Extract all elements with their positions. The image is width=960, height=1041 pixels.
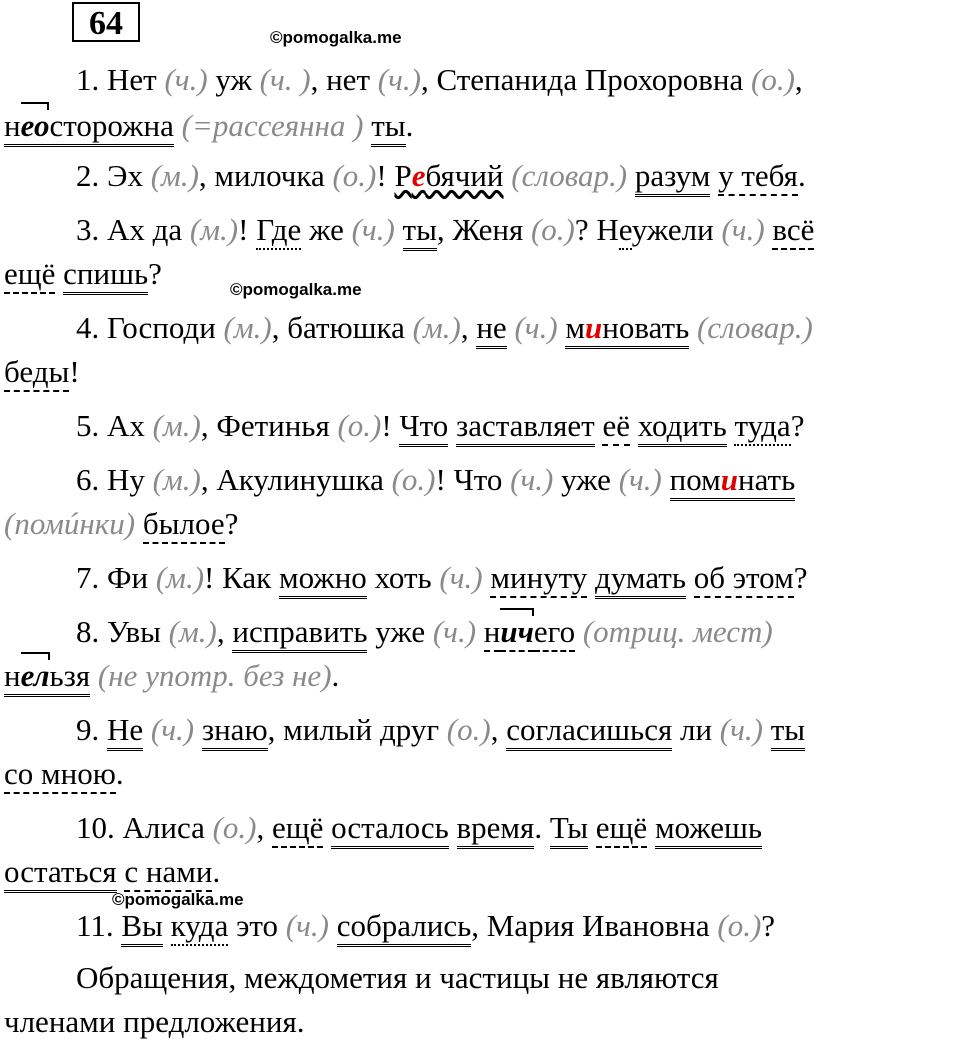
annotation: (ч.)	[432, 614, 477, 649]
word-segment	[686, 560, 694, 595]
word-segment: новать	[602, 310, 689, 349]
word-segment: 2. Эх	[76, 158, 151, 193]
word-segment: .	[534, 810, 550, 845]
word-segment: ты	[371, 108, 405, 147]
word-segment: не	[476, 310, 506, 349]
word-segment: Ты	[550, 810, 588, 849]
text-line-c2	[4, 1004, 305, 1040]
annotation: (помúнки)	[4, 506, 136, 541]
word-segment: хоть	[366, 560, 440, 595]
word-segment: 5. Ах	[76, 408, 153, 443]
word-segment	[90, 658, 98, 693]
word-segment: спишь	[63, 256, 148, 295]
word-segment: ео	[21, 108, 50, 147]
word-segment: ьзя	[50, 658, 91, 697]
text-line-l1b	[4, 108, 413, 144]
word-segment: ,	[794, 62, 803, 97]
word-segment: пом	[670, 462, 721, 501]
word-segment: сторожна	[49, 108, 173, 147]
word-segment: ещё	[272, 810, 323, 848]
annotation: (ч.)	[719, 712, 763, 747]
annotation: (о.)	[337, 408, 382, 443]
word-segment: , нет	[310, 62, 378, 97]
word-segment: остаться	[4, 854, 117, 893]
text-line-c1	[76, 960, 719, 996]
annotation: (о.)	[717, 908, 762, 943]
word-segment: нать	[738, 462, 795, 501]
word-segment: ты	[771, 712, 805, 751]
annotation: (ч.)	[721, 212, 765, 247]
word-segment: согласишься	[506, 712, 672, 751]
word-segment: 11.	[76, 908, 122, 943]
word-segment	[476, 614, 484, 649]
word-segment: и	[585, 310, 602, 349]
word-segment: !	[381, 408, 400, 443]
word-segment: 1. Нет	[76, 62, 165, 97]
text-line-l5	[76, 408, 804, 444]
word-segment: ,	[256, 810, 272, 845]
word-segment: ?	[790, 408, 805, 443]
word-segment: ещё	[4, 256, 55, 294]
word-segment	[329, 908, 337, 943]
annotation: (ч.)	[439, 560, 483, 595]
word-segment	[587, 560, 595, 595]
word-segment: ич	[500, 614, 534, 652]
word-segment: уже	[367, 614, 433, 649]
word-segment: 7. Фи	[76, 560, 156, 595]
text-line-l10b	[4, 854, 220, 890]
word-segment: .	[405, 108, 414, 143]
word-segment: бячий	[425, 158, 504, 193]
annotation: (словар.)	[511, 158, 628, 193]
annotation: (м.)	[223, 310, 272, 345]
annotation: (ч.)	[510, 462, 554, 497]
word-segment: , милый друг	[267, 712, 447, 747]
word-segment: 9.	[76, 712, 107, 747]
word-segment: е	[411, 158, 426, 193]
word-segment: ужели	[631, 212, 722, 247]
annotation: (словар.)	[696, 310, 813, 345]
word-segment	[55, 256, 63, 291]
text-line-l6b	[4, 506, 238, 542]
word-segment	[194, 712, 202, 747]
word-segment: со мною	[4, 756, 116, 794]
watermark-bottom: ©pomogalka.me	[112, 890, 244, 909]
text-line-l8b	[4, 658, 339, 694]
word-segment: , Акулинушка	[200, 462, 392, 497]
word-segment: разум	[635, 158, 711, 197]
word-segment: ли	[672, 712, 720, 747]
word-segment: .	[212, 854, 221, 889]
word-segment: ? Н	[574, 212, 619, 247]
word-segment	[449, 810, 457, 845]
word-segment	[630, 408, 638, 443]
annotation: (м.)	[152, 462, 201, 497]
word-segment: у тебя	[718, 158, 798, 196]
word-segment: ,	[490, 712, 507, 747]
text-line-l6a	[76, 462, 795, 498]
word-segment: её	[602, 408, 630, 446]
word-segment: беды	[4, 354, 69, 392]
word-segment: ?	[793, 560, 808, 595]
word-segment: Р	[394, 158, 412, 193]
word-segment: былое	[143, 506, 225, 544]
word-segment: Вы	[121, 908, 163, 947]
annotation: (о.)	[212, 810, 257, 845]
word-segment: ,	[460, 310, 477, 345]
word-segment: ! Что	[435, 462, 511, 497]
annotation: (о.)	[751, 62, 795, 97]
word-segment: ходить	[638, 408, 727, 447]
text-line-l4b	[4, 354, 80, 390]
word-segment: можешь	[655, 810, 762, 849]
text-line-l3a	[76, 212, 814, 248]
word-segment: м	[565, 310, 585, 349]
word-segment: собрались	[337, 908, 472, 947]
text-line-l10a	[76, 810, 762, 846]
word-segment: куда	[171, 908, 229, 946]
word-segment: его	[534, 614, 575, 652]
word-segment: думать	[595, 560, 686, 599]
word-segment: Обращения, междометия и частицы не являются	[76, 960, 719, 995]
word-segment: с нами	[124, 854, 212, 892]
word-segment: Где	[256, 212, 301, 250]
word-segment	[689, 310, 697, 345]
word-segment: , батюшка	[271, 310, 413, 345]
word-segment: ты	[403, 212, 437, 251]
annotation: (=рассеянна )	[181, 108, 364, 143]
word-segment: об этом	[694, 560, 794, 598]
text-line-l11	[76, 908, 775, 944]
word-segment: , Степанида Прохоровна	[420, 62, 751, 97]
word-segment	[575, 614, 583, 649]
word-segment: и	[721, 462, 738, 501]
annotation: (отриц. мест)	[582, 614, 773, 649]
word-segment: е	[619, 212, 632, 250]
word-segment: ?	[224, 506, 239, 541]
word-segment: .	[331, 658, 340, 693]
word-segment	[763, 712, 771, 747]
word-segment: Не	[107, 712, 143, 751]
exercise-number: 64	[72, 2, 140, 42]
annotation: (м.)	[155, 560, 205, 595]
word-segment	[395, 212, 403, 247]
word-segment	[448, 408, 456, 443]
word-segment: осталось	[331, 810, 449, 849]
word-segment: н	[4, 658, 21, 697]
word-segment: знаю	[202, 712, 268, 751]
word-segment: ещё	[596, 810, 647, 848]
annotation: (м.)	[189, 212, 239, 247]
word-segment	[627, 158, 635, 193]
word-segment: н	[484, 614, 501, 652]
word-segment: можно	[279, 560, 367, 599]
word-segment: ,	[216, 614, 233, 649]
text-line-l9a	[76, 712, 805, 748]
word-segment: , Женя	[436, 212, 531, 247]
annotation: (о.)	[530, 212, 575, 247]
text-line-l3b	[4, 256, 162, 292]
text-line-l4a	[76, 310, 813, 346]
annotation: (не употр. без не)	[97, 658, 332, 693]
annotation: (ч.)	[150, 712, 195, 747]
annotation: (ч.)	[164, 62, 208, 97]
annotation: (ч. )	[259, 62, 311, 97]
word-segment: 6. Ну	[76, 462, 153, 497]
word-segment: !	[69, 354, 80, 389]
word-segment: ел	[21, 658, 50, 697]
word-segment: 3. Ах да	[76, 212, 190, 247]
word-segment: .	[797, 158, 806, 193]
word-segment: уж	[207, 62, 260, 97]
word-segment: н	[4, 108, 21, 147]
word-segment	[323, 810, 331, 845]
word-segment	[647, 810, 655, 845]
word-segment	[710, 158, 718, 193]
word-segment: 8. Увы	[76, 614, 169, 649]
word-segment	[143, 712, 151, 747]
text-line-l1a	[76, 62, 803, 98]
word-segment: !	[238, 212, 257, 247]
word-segment	[135, 506, 143, 541]
text-line-l9b	[4, 756, 124, 792]
word-segment: 10. Алиса	[76, 810, 213, 845]
word-segment: туда	[734, 408, 790, 446]
annotation: (м.)	[168, 614, 217, 649]
annotation: (м.)	[152, 408, 201, 443]
text-line-l8a	[76, 614, 773, 650]
word-segment: , милочка	[198, 158, 333, 193]
word-segment: .	[115, 756, 124, 791]
word-segment: ?	[761, 908, 776, 943]
word-segment: заставляет	[456, 408, 595, 447]
word-segment: исправить	[232, 614, 367, 653]
annotation: (ч.)	[618, 462, 662, 497]
word-segment: 4. Господи	[76, 310, 224, 345]
annotation: (м.)	[150, 158, 199, 193]
word-segment: же	[301, 212, 352, 247]
word-segment	[662, 462, 670, 497]
word-segment: всё	[772, 212, 814, 250]
word-segment	[174, 108, 182, 143]
word-segment: минуту	[490, 560, 587, 598]
word-segment: ?	[148, 256, 162, 291]
watermark-middle: ©pomogalka.me	[230, 280, 362, 299]
annotation: (ч.)	[514, 310, 558, 345]
word-segment: , Фетинья	[200, 408, 338, 443]
word-segment: ! Как	[204, 560, 279, 595]
annotation: (о.)	[332, 158, 377, 193]
annotation: (ч.)	[377, 62, 421, 97]
watermark-top: ©pomogalka.me	[270, 28, 402, 47]
word-segment: , Мария Ивановна	[471, 908, 718, 943]
text-line-l7	[76, 560, 807, 596]
word-segment: !	[376, 158, 395, 193]
annotation: (ч.)	[351, 212, 395, 247]
word-segment: членами предложения.	[4, 1004, 305, 1039]
annotation: (ч.)	[285, 908, 329, 943]
word-segment: Что	[399, 408, 448, 447]
word-segment	[588, 810, 596, 845]
annotation: (о.)	[391, 462, 436, 497]
annotation: (о.)	[446, 712, 491, 747]
word-segment: уже	[553, 462, 619, 497]
word-segment	[163, 908, 171, 943]
text-line-l2	[76, 158, 806, 194]
word-segment: время	[457, 810, 535, 849]
word-segment: это	[228, 908, 286, 943]
annotation: (м.)	[412, 310, 461, 345]
